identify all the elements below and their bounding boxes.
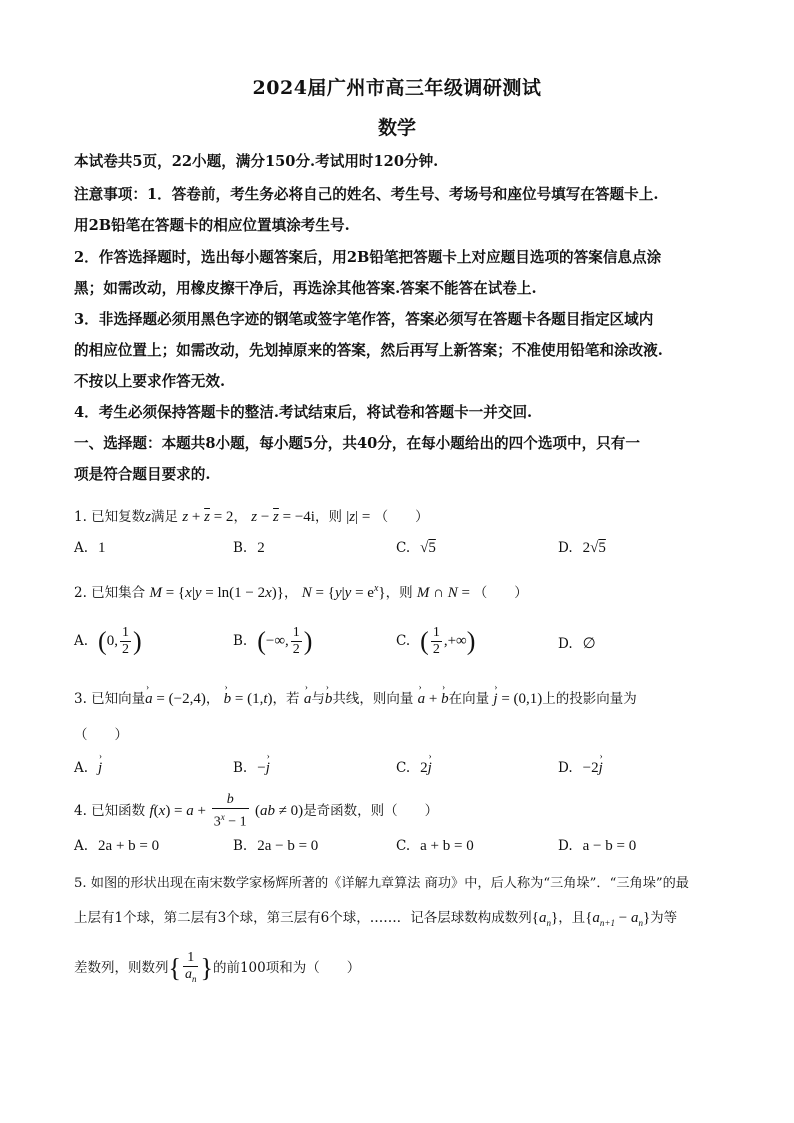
question-3: 3. 已知向量› a = (−2,4)， › b = (1,t)，若 › a与› b共线，则向量 › a + › b在向量 › j = (0,1)上的投影向量为	[74, 687, 637, 708]
q1-option-c: C. √5	[396, 540, 436, 556]
note-line: 用2B铅笔在答题卡的相应位置填涂考生号.	[74, 217, 350, 234]
q1-option-a: A. 1	[74, 540, 106, 556]
q4-option-d: D. a − b = 0	[558, 838, 637, 854]
note-line: 的相应位置上；如需改动，先划掉原来的答案，然后再写上新答案；不准使用铅笔和涂改液.	[74, 342, 663, 359]
question-1: 1. 已知复数z满足 $z + \overline{z} = 2$， $z - \overline{z} = -4i$，则 |z| = （ ）	[74, 509, 429, 525]
q3-option-b: B. −› j	[233, 760, 270, 777]
exam-title: 2024届广州市高三年级调研测试	[252, 77, 542, 99]
note-line: 2．作答选择题时，选出每小题答案后，用2B铅笔把答题卡上对应题目选项的答案信息点涂	[74, 249, 662, 266]
q2-option-a: A. (0, $\frac{1}{2}$ )	[74, 625, 142, 657]
q4-option-b: B. 2a − b = 0	[233, 838, 319, 854]
q2-option-c: C. ( $\frac{1}{2}$ ,+∞)	[396, 625, 476, 657]
subject-title: 数学	[377, 117, 416, 139]
intro-line: 本试卷共5页，22小题，满分150分.考试用时120分钟.	[74, 153, 439, 170]
question-2: 2. 已知集合 M = {x|y = ln(1 − 2x)}， $N = \{y|y = e^x\}$，则 M ∩ N = （ ）	[74, 583, 528, 601]
section-heading: 一、选择题：本题共8小题，每小题5分，共40分，在每小题给出的四个选项中，只有一	[74, 435, 640, 452]
question-5-line-2: 上层有1个球，第二层有3个球，第三层有6个球，……．记各层球数构成数列$\{a_n\}$，且$\{a_{n+1} - a_n\}$为等	[74, 910, 678, 928]
q3-option-a: A. › j	[74, 760, 102, 777]
q2-option-b: B. (−∞, $\frac{1}{2}$ )	[233, 625, 313, 657]
q4-option-a: A. 2a + b = 0	[74, 838, 160, 854]
section-heading: 项是符合题目要求的.	[74, 466, 211, 483]
q1-option-d: D. 2√5	[558, 540, 606, 556]
q3-option-d: D. −2› j	[558, 760, 603, 777]
question-3-blank: （ ）	[74, 727, 128, 743]
q2-option-d: D. ∅	[558, 636, 596, 652]
note-line: 不按以上要求作答无效.	[74, 373, 226, 390]
note-line: 4．考生必须保持答题卡的整洁.考试结束后，将试卷和答题卡一并交回.	[74, 404, 533, 421]
q3-option-c: C. 2› j	[396, 760, 432, 777]
question-4: 4. 已知函数 f(x) = a + $\frac{b}{3^x - 1}$ (ab ≠ 0)是奇函数，则（ ）	[74, 792, 439, 830]
q4-option-c: C. a + b = 0	[396, 838, 474, 854]
note-line: 黑；如需改动，用橡皮擦干净后，再选涂其他答案.答案不能答在试卷上.	[74, 280, 537, 297]
question-5-line-3: 差数列，则数列{ $\frac{1}{a_n}$ }的前100项和为（ ）	[74, 950, 361, 984]
q1-option-b: B. 2	[233, 540, 265, 556]
question-5-line-1: 5. 如图的形状出现在南宋数学家杨辉所著的《详解九章算法 商功》中，后人称为“三角垛”．“三角垛”的最	[74, 876, 689, 891]
note-line: 3．非选择题必须用黑色字迹的钢笔或签字笔作答，答案必须写在答题卡各题目指定区域内	[74, 311, 654, 328]
note-line: 注意事项：1．答卷前，考生务必将自己的姓名、考生号、考场号和座位号填写在答题卡上.	[74, 186, 659, 203]
